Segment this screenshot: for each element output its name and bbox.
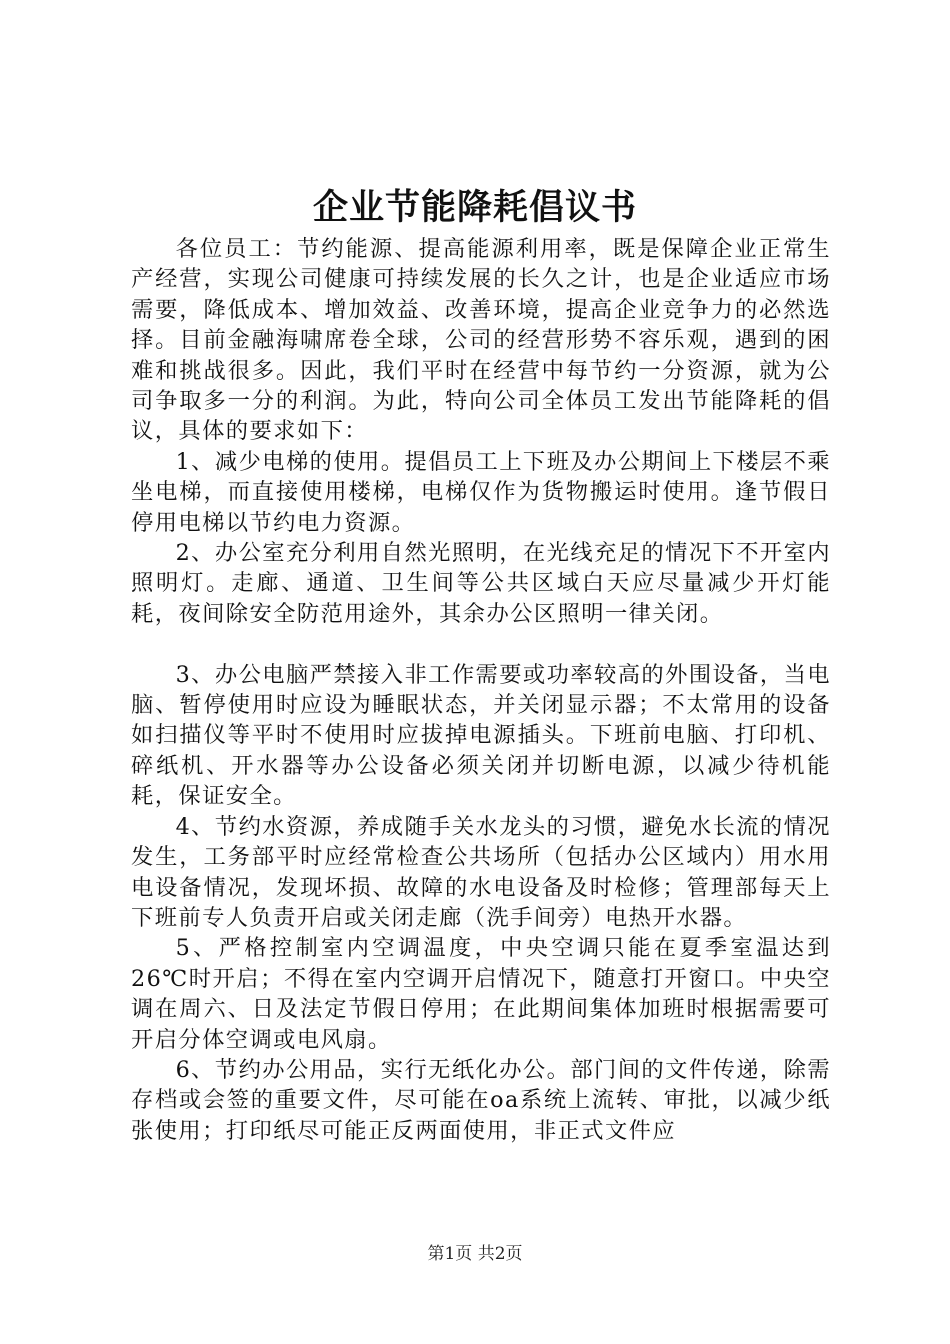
paragraph-intro: 各位员工：节约能源、提高能源利用率，既是保障企业正常生产经营，实现公司健康可持续发展的长久之计，也是企业适应市场需要，降低成本、增加效益、改善环境，提高企业竞争力的必然选择。目前金融海啸席卷全球，公司的经营形势不容乐观，遇到的困难和挑战很多。因此，我们平时在经营中每节约一分资源，就为公司争取多一分的利润。为此，特向公司全体员工发出节能降耗的倡议，具体的要求如下： [131, 236, 831, 445]
document-body [131, 234, 831, 1146]
page-number-footer: 第1页 共2页 [427, 1244, 523, 1264]
paragraph-item-2: 2、办公室充分利用自然光照明，在光线充足的情况下不开室内照明灯。走廊、通道、卫生间等公共区域白天应尽量减少开灯能耗，夜间除安全防范用途外，其余办公区照明一律关闭。 [131, 540, 831, 627]
paragraph-item-5: 5、严格控制室内空调温度，中央空调只能在夏季室温达到26℃时开启；不得在室内空调开启情况下，随意打开窗口。中央空调在周六、日及法定节假日停用；在此期间集体加班时根据需要可开启分体空调或电风扇。 [131, 935, 831, 1053]
document-title: 企业节能降耗倡议书 [312, 187, 637, 228]
paragraph-item-6: 6、节约办公用品，实行无纸化办公。部门间的文件传递，除需存档或会签的重要文件，尽可能在oa系统上流转、审批，以减少纸张使用；打印纸尽可能正反两面使用，非正式文件应 [131, 1056, 831, 1144]
paragraph-item-1: 1、减少电梯的使用。提倡员工上下班及办公期间上下楼层不乘坐电梯，而直接使用楼梯，电梯仅作为货物搬运时使用。逢节假日停用电梯以节约电力资源。 [131, 448, 831, 536]
blank-line [131, 629, 831, 659]
paragraph-item-4: 4、节约水资源，养成随手关水龙头的习惯，避免水长流的情况发生，工务部平时应经常检查公共场所（包括办公区域内）用水用电设备情况，发现坏损、故障的水电设备及时检修；管理部每天上下班前专人负责开启或关闭走廊（洗手间旁）电热开水器。 [131, 813, 831, 931]
paragraph-item-3: 3、办公电脑严禁接入非工作需要或功率较高的外围设备，当电脑、暂停使用时应设为睡眠状态，并关闭显示器；不太常用的设备如扫描仪等平时不使用时应拔掉电源插头。下班前电脑、打印机、碎纸机、开水器等办公设备必须关闭并切断电源，以减少待机能耗，保证安全。 [131, 661, 831, 810]
